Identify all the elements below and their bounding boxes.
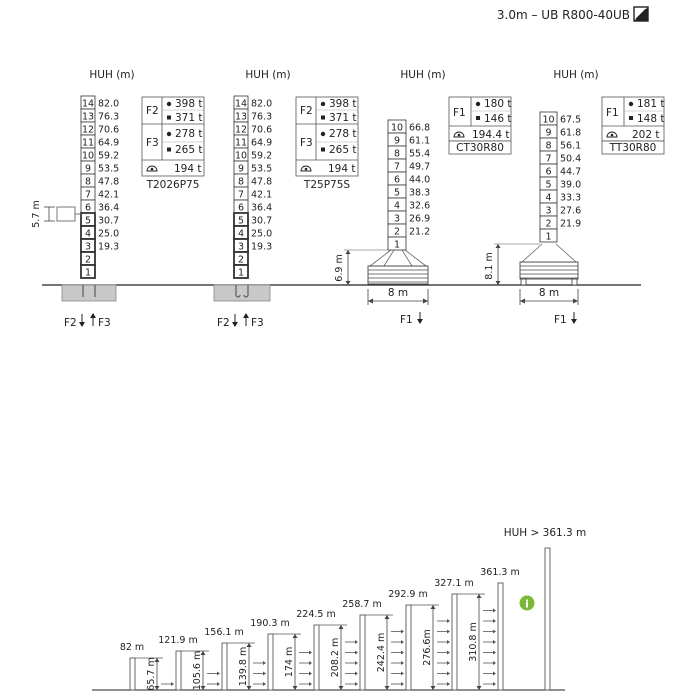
- down-arrow-icon: [571, 319, 577, 324]
- huh-label-t25: HUH (m): [245, 69, 291, 81]
- f2-load-b: 371 t: [329, 112, 357, 124]
- section-height: 82.0: [98, 98, 120, 110]
- spacing-label: 276.6m: [422, 629, 433, 666]
- section-number: 4: [84, 228, 92, 240]
- base-height-label: 8.1 m: [484, 252, 495, 280]
- column-height-label: 327.1 m: [434, 578, 474, 589]
- section-number: 11: [81, 137, 95, 149]
- section-height: 33.3: [560, 192, 582, 204]
- section-height: 53.5: [251, 163, 273, 175]
- max-height-column: [545, 548, 550, 690]
- section-number: 11: [234, 137, 248, 149]
- tie-arrow-icon: [493, 661, 496, 665]
- column-height-label: 258.7 m: [342, 599, 382, 610]
- section-height: 47.8: [98, 176, 120, 188]
- spacing-label: 105.6 m: [192, 650, 203, 691]
- circle-bullet-icon: [629, 102, 633, 106]
- arrow-icon: [385, 615, 390, 619]
- column-height-label: 190.3 m: [250, 618, 290, 629]
- tie-arrow-icon: [447, 682, 450, 686]
- arrow-icon: [477, 594, 482, 598]
- down-arrow-icon: [232, 322, 238, 327]
- section-number: 9: [545, 127, 552, 139]
- tied-column: [498, 583, 503, 690]
- tie-arrow-icon: [309, 651, 312, 655]
- arrow-icon: [477, 686, 482, 690]
- section-height: 25.0: [98, 228, 120, 240]
- section-number: 12: [81, 124, 95, 136]
- section-height: 21.9: [560, 218, 582, 230]
- tie-arrow-icon: [355, 651, 358, 655]
- f1-load-b: 148 t: [637, 113, 665, 125]
- f3-load-b: 265 t: [329, 144, 357, 156]
- section-number: 1: [84, 267, 92, 279]
- section-height: 36.4: [251, 202, 273, 214]
- section-number: 4: [545, 192, 552, 204]
- tie-arrow-icon: [493, 619, 496, 623]
- section-height: 19.3: [251, 241, 273, 253]
- tie-arrow-icon: [447, 651, 450, 655]
- mast-t2026: [81, 96, 119, 279]
- section-height: 53.5: [98, 163, 120, 175]
- section-height: 70.6: [98, 124, 120, 136]
- section-number: 8: [237, 176, 245, 188]
- tied-column: [268, 634, 273, 690]
- f1-indicator: [400, 312, 423, 326]
- base-width-label: 8 m: [387, 287, 409, 299]
- section-number: 13: [81, 111, 95, 123]
- tied-heights-diagram: [120, 567, 520, 691]
- section-number: 4: [393, 200, 401, 212]
- section-number: 6: [393, 174, 401, 186]
- section-height: 59.2: [98, 150, 120, 162]
- section-number: 5: [545, 179, 552, 191]
- section-number: 1: [393, 239, 401, 251]
- spacing-label: 139.8 m: [238, 646, 249, 687]
- section-number: 2: [545, 218, 552, 230]
- tie-arrow-icon: [217, 682, 220, 686]
- up-arrow-icon: [243, 313, 249, 318]
- tied-column: [222, 643, 227, 690]
- huh-label-tt30: HUH (m): [553, 69, 599, 81]
- slewing-load: 194.4 t: [472, 129, 510, 141]
- spacing-label: 310.8 m: [468, 622, 479, 662]
- section-number: 9: [393, 135, 401, 147]
- section-height: 66.8: [409, 122, 431, 134]
- section-number: 3: [237, 241, 245, 253]
- slewing-load: 194 t: [328, 163, 356, 175]
- section-height: 64.9: [98, 137, 120, 149]
- f2-row-label: F2: [300, 105, 313, 117]
- column-height-label: 224.5 m: [296, 609, 336, 620]
- split-square-icon: [634, 7, 648, 21]
- section-height: 30.7: [251, 215, 273, 227]
- section-number: 7: [393, 161, 401, 173]
- f2-f3-indicator: [64, 313, 111, 329]
- section-number: 2: [84, 254, 92, 266]
- tie-arrow-icon: [493, 609, 496, 613]
- tied-column: [176, 651, 181, 690]
- section-height: 61.8: [560, 127, 582, 139]
- tied-column: [406, 605, 411, 690]
- section-height: 25.0: [251, 228, 273, 240]
- f2-load-b: 371 t: [175, 112, 203, 124]
- f3-label: F3: [98, 317, 111, 329]
- section-number: 1: [237, 267, 245, 279]
- f1-row-label: F1: [453, 107, 466, 119]
- section-height: 49.7: [409, 161, 431, 173]
- base-width-label: 8 m: [538, 287, 560, 299]
- spacing-label: 242.4 m: [376, 632, 387, 673]
- tie-arrow-icon: [447, 661, 450, 665]
- section-height: 32.6: [409, 200, 431, 212]
- spacing-label: 208.2 m: [330, 637, 341, 678]
- section-number: 6: [545, 166, 552, 178]
- section-height: 36.4: [98, 202, 120, 214]
- arrow-icon: [293, 634, 298, 638]
- section-height: 61.1: [409, 135, 431, 147]
- section-height: 21.2: [409, 226, 431, 238]
- section-height: 76.3: [251, 111, 273, 123]
- section-number: 5: [393, 187, 401, 199]
- tie-arrow-icon: [263, 672, 266, 676]
- section-number: 3: [84, 241, 92, 253]
- section-number: 10: [390, 122, 404, 134]
- f3-label: F3: [251, 317, 264, 329]
- section-number: 10: [234, 150, 248, 162]
- f3-row-label: F3: [146, 137, 159, 149]
- f1-label: F1: [554, 314, 567, 326]
- section-height: 27.6: [560, 205, 582, 217]
- f3-row-label: F3: [300, 137, 313, 149]
- load-table-t2026: [142, 97, 204, 191]
- tie-arrow-icon: [355, 661, 358, 665]
- f2-label: F2: [64, 317, 77, 329]
- crane-code-label: 3.0m – UB R800-40UB: [496, 8, 630, 22]
- section-number: 3: [545, 205, 552, 217]
- f1-load-b: 146 t: [484, 113, 512, 125]
- f2-load-a: 398 t: [175, 98, 203, 110]
- tie-arrow-icon: [309, 672, 312, 676]
- tie-arrow-icon: [493, 651, 496, 655]
- section-height: 44.7: [560, 166, 582, 178]
- max-height-label: HUH > 361.3 m: [503, 527, 587, 539]
- section-height: 67.5: [560, 114, 582, 126]
- arrow-icon: [293, 686, 298, 690]
- tie-arrow-icon: [401, 630, 404, 634]
- section-number: 7: [84, 189, 92, 201]
- circle-bullet-icon: [321, 102, 325, 106]
- spacing-label: 174 m: [284, 646, 295, 678]
- section-number: 9: [84, 163, 92, 175]
- f3-load-b: 265 t: [175, 144, 203, 156]
- section-number: 6: [237, 202, 245, 214]
- section-height: 70.6: [251, 124, 273, 136]
- tied-column: [314, 625, 319, 690]
- tied-column: [130, 658, 135, 690]
- arrow-icon: [431, 686, 436, 690]
- section-number: 8: [84, 176, 92, 188]
- tie-arrow-icon: [493, 672, 496, 676]
- square-bullet-icon: [321, 116, 325, 120]
- circle-bullet-icon: [167, 132, 171, 136]
- column-height-label: 82 m: [119, 642, 145, 653]
- section-height: 50.4: [560, 153, 582, 165]
- square-bullet-icon: [629, 116, 633, 120]
- f3-load-a: 278 t: [175, 128, 203, 140]
- arrow-icon: [339, 625, 344, 629]
- section-number: 10: [81, 150, 95, 162]
- section-number: 14: [234, 98, 248, 110]
- tie-arrow-icon: [493, 682, 496, 686]
- tie-arrow-icon: [309, 661, 312, 665]
- up-arrow-icon: [90, 313, 96, 318]
- section-height: 42.1: [251, 189, 273, 201]
- arrow-icon: [385, 686, 390, 690]
- load-table-tt30: [602, 97, 665, 154]
- section-number: 14: [81, 98, 95, 110]
- square-bullet-icon: [476, 116, 480, 120]
- square-bullet-icon: [167, 116, 171, 120]
- column-height-label: 121.9 m: [158, 635, 198, 646]
- section-number: 1: [545, 231, 552, 243]
- section-number: 3: [393, 213, 401, 225]
- circle-bullet-icon: [476, 102, 480, 106]
- tie-height-label: 5.7 m: [31, 200, 42, 228]
- tied-column: [360, 615, 365, 690]
- tie-arrow-icon: [401, 672, 404, 676]
- section-height: 39.0: [560, 179, 582, 191]
- svg-text:i: i: [525, 597, 529, 611]
- section-height: 55.4: [409, 148, 431, 160]
- mast-tt30: [540, 112, 581, 243]
- model-name: T2026P75: [146, 179, 200, 191]
- tie-arrow-icon: [309, 682, 312, 686]
- section-number: 12: [234, 124, 248, 136]
- section-height: 59.2: [251, 150, 273, 162]
- crossbase: [520, 244, 578, 285]
- section-height: 42.1: [98, 189, 120, 201]
- tie-arrow-icon: [447, 640, 450, 644]
- section-number: 5: [84, 215, 92, 227]
- section-number: 7: [545, 153, 552, 165]
- tie-arrow-icon: [447, 619, 450, 623]
- section-number: 5: [237, 215, 245, 227]
- section-number: 13: [234, 111, 248, 123]
- tie-arrow-icon: [447, 672, 450, 676]
- f2-load-a: 398 t: [329, 98, 357, 110]
- tie-arrow-icon: [493, 630, 496, 634]
- load-table-ct30: [449, 97, 512, 154]
- section-height: 26.9: [409, 213, 431, 225]
- f1-row-label: F1: [606, 107, 619, 119]
- section-height: 47.8: [251, 176, 273, 188]
- tied-column: [452, 594, 457, 690]
- f2-f3-indicator: [217, 313, 264, 329]
- section-number: 2: [237, 254, 245, 266]
- section-height: 76.3: [98, 111, 120, 123]
- column-height-label: 361.3 m: [480, 567, 520, 578]
- f3-load-a: 278 t: [329, 128, 357, 140]
- section-number: 8: [545, 140, 552, 152]
- section-height: 64.9: [251, 137, 273, 149]
- section-height: 30.7: [98, 215, 120, 227]
- tie-arrow-icon: [217, 672, 220, 676]
- spacing-label: 65.7 m: [146, 657, 157, 691]
- f2-label: F2: [217, 317, 230, 329]
- arrow-icon: [339, 686, 344, 690]
- tie-arrow-icon: [355, 682, 358, 686]
- base-height-label: 6.9 m: [334, 254, 345, 282]
- square-bullet-icon: [321, 148, 325, 152]
- circle-bullet-icon: [321, 132, 325, 136]
- square-bullet-icon: [167, 148, 171, 152]
- column-height-label: 156.1 m: [204, 627, 244, 638]
- f1-load-a: 180 t: [484, 98, 512, 110]
- column-height-label: 292.9 m: [388, 589, 428, 600]
- f2-row-label: F2: [146, 105, 159, 117]
- section-number: 9: [237, 163, 245, 175]
- model-name: TT30R80: [609, 142, 657, 154]
- arrow-icon: [431, 605, 436, 609]
- section-height: 19.3: [98, 241, 120, 253]
- mast-t25: [234, 96, 272, 279]
- model-name: T25P75S: [303, 179, 351, 191]
- down-arrow-icon: [79, 322, 85, 327]
- tie-arrow-icon: [263, 661, 266, 665]
- tie-arrow-icon: [401, 651, 404, 655]
- section-number: 10: [542, 114, 555, 126]
- tie-arrow-icon: [447, 630, 450, 634]
- tie-arrow-icon: [171, 682, 174, 686]
- info-icon: [520, 596, 535, 611]
- tie-arrow-icon: [401, 640, 404, 644]
- tie-arrow-icon: [493, 640, 496, 644]
- tie-arrow-icon: [401, 682, 404, 686]
- f1-label: F1: [400, 314, 413, 326]
- crossbase: [368, 250, 428, 284]
- arrow-icon: [247, 643, 252, 647]
- model-name: CT30R80: [456, 142, 504, 154]
- foundation-block: [214, 285, 270, 301]
- section-number: 6: [84, 202, 92, 214]
- mast-ct30: [388, 120, 430, 251]
- slewing-load: 202 t: [632, 129, 660, 141]
- circle-bullet-icon: [167, 102, 171, 106]
- huh-label-t2026: HUH (m): [89, 69, 135, 81]
- tie-arrow-icon: [401, 661, 404, 665]
- down-arrow-icon: [417, 319, 423, 324]
- tie-frame: [44, 207, 81, 221]
- section-height: 56.1: [560, 140, 582, 152]
- section-number: 4: [237, 228, 245, 240]
- section-number: 7: [237, 189, 245, 201]
- huh-label-ct30: HUH (m): [400, 69, 446, 81]
- foundation-block: [62, 285, 116, 301]
- f1-load-a: 181 t: [637, 98, 665, 110]
- f1-indicator: [554, 312, 577, 326]
- section-height: 82.0: [251, 98, 273, 110]
- section-number: 2: [393, 226, 401, 238]
- slewing-load: 194 t: [174, 163, 202, 175]
- tie-arrow-icon: [355, 672, 358, 676]
- section-height: 44.0: [409, 174, 431, 186]
- tie-arrow-icon: [355, 640, 358, 644]
- section-height: 38.3: [409, 187, 431, 199]
- load-table-t25: [296, 97, 358, 191]
- tie-arrow-icon: [263, 682, 266, 686]
- section-number: 8: [393, 148, 401, 160]
